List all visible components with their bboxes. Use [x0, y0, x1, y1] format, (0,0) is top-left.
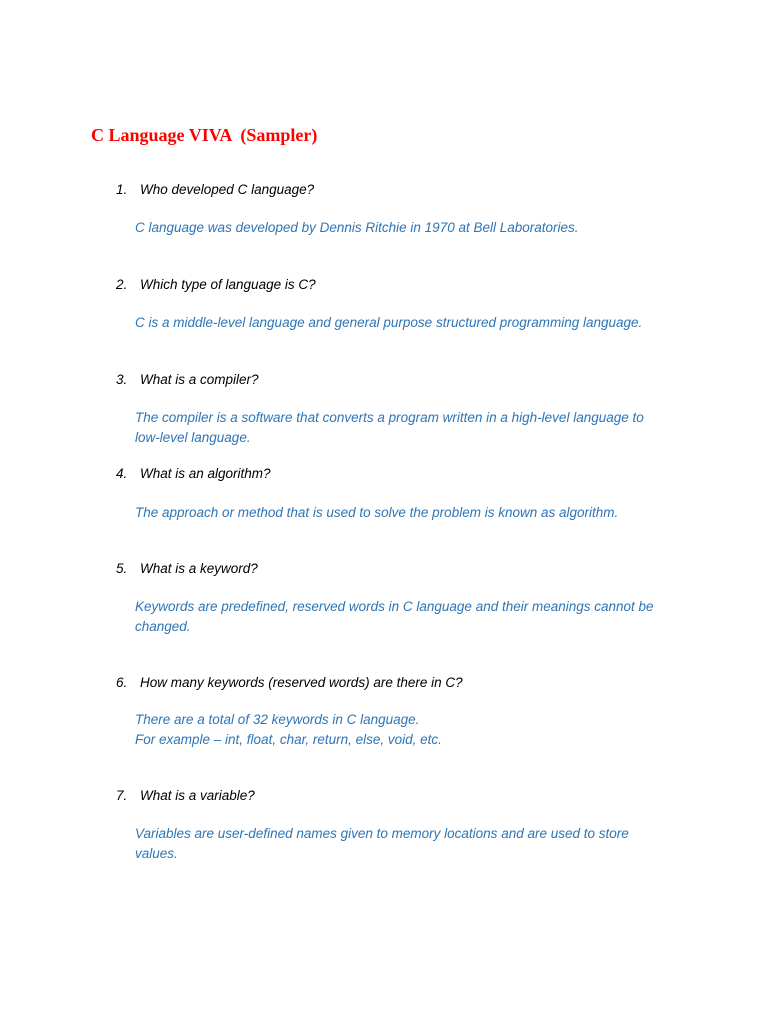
answer-line: The approach or method that is used to solve the problem is known as algorithm. — [135, 505, 619, 520]
question-number: 7. — [116, 788, 128, 803]
question-text: Who developed C language? — [140, 182, 315, 197]
question-number: 3. — [116, 372, 128, 387]
question-7 — [116, 786, 696, 806]
answer-4 — [135, 503, 695, 523]
qa-item-4 — [116, 464, 696, 523]
answer-line: changed. — [135, 619, 191, 634]
answer-line: low-level language. — [135, 430, 251, 445]
question-text: What is a variable? — [140, 788, 255, 803]
answer-line: C language was developed by Dennis Ritchie in 1970 at Bell Laboratories. — [135, 220, 579, 235]
question-text: Which type of language is C? — [140, 277, 316, 292]
question-number: 4. — [116, 466, 128, 481]
answer-line: values. — [135, 846, 178, 861]
question-text: What is a keyword? — [140, 561, 258, 576]
question-6 — [116, 673, 696, 693]
question-number: 2. — [116, 277, 128, 292]
question-1 — [116, 180, 696, 200]
answer-line: Keywords are predefined, reserved words in C language and their meanings cannot be — [135, 599, 654, 614]
answer-line: C is a middle-level language and general purpose structured programming language. — [135, 315, 643, 330]
question-text: What is an algorithm? — [140, 466, 271, 481]
question-3 — [116, 370, 696, 390]
answer-line: For example – int, float, char, return, else, void, etc. — [135, 732, 442, 747]
question-number: 6. — [116, 675, 128, 690]
answer-5 — [135, 597, 695, 637]
qa-item-1 — [116, 180, 696, 238]
answer-1 — [135, 218, 695, 238]
answer-2 — [135, 313, 695, 333]
question-5 — [116, 559, 696, 579]
answer-7 — [135, 824, 695, 864]
question-text: How many keywords (reserved words) are there in C? — [140, 675, 463, 690]
qa-item-5 — [116, 559, 696, 637]
answer-6 — [135, 710, 695, 750]
document-title: C Language VIVA (Sampler) — [91, 125, 318, 145]
answer-3 — [135, 408, 695, 448]
question-4 — [116, 464, 696, 484]
question-number: 1. — [116, 182, 128, 197]
answer-line: There are a total of 32 keywords in C language. — [135, 712, 420, 727]
answer-line: Variables are user-defined names given to memory locations and are used to store — [135, 826, 629, 841]
qa-item-7 — [116, 786, 696, 864]
qa-item-6 — [116, 673, 696, 750]
question-number: 5. — [116, 561, 128, 576]
question-text: What is a compiler? — [140, 372, 259, 387]
answer-line: The compiler is a software that converts a program written in a high-level language to — [135, 410, 644, 425]
qa-item-2 — [116, 275, 696, 333]
question-2 — [116, 275, 696, 295]
qa-item-3 — [116, 370, 696, 448]
